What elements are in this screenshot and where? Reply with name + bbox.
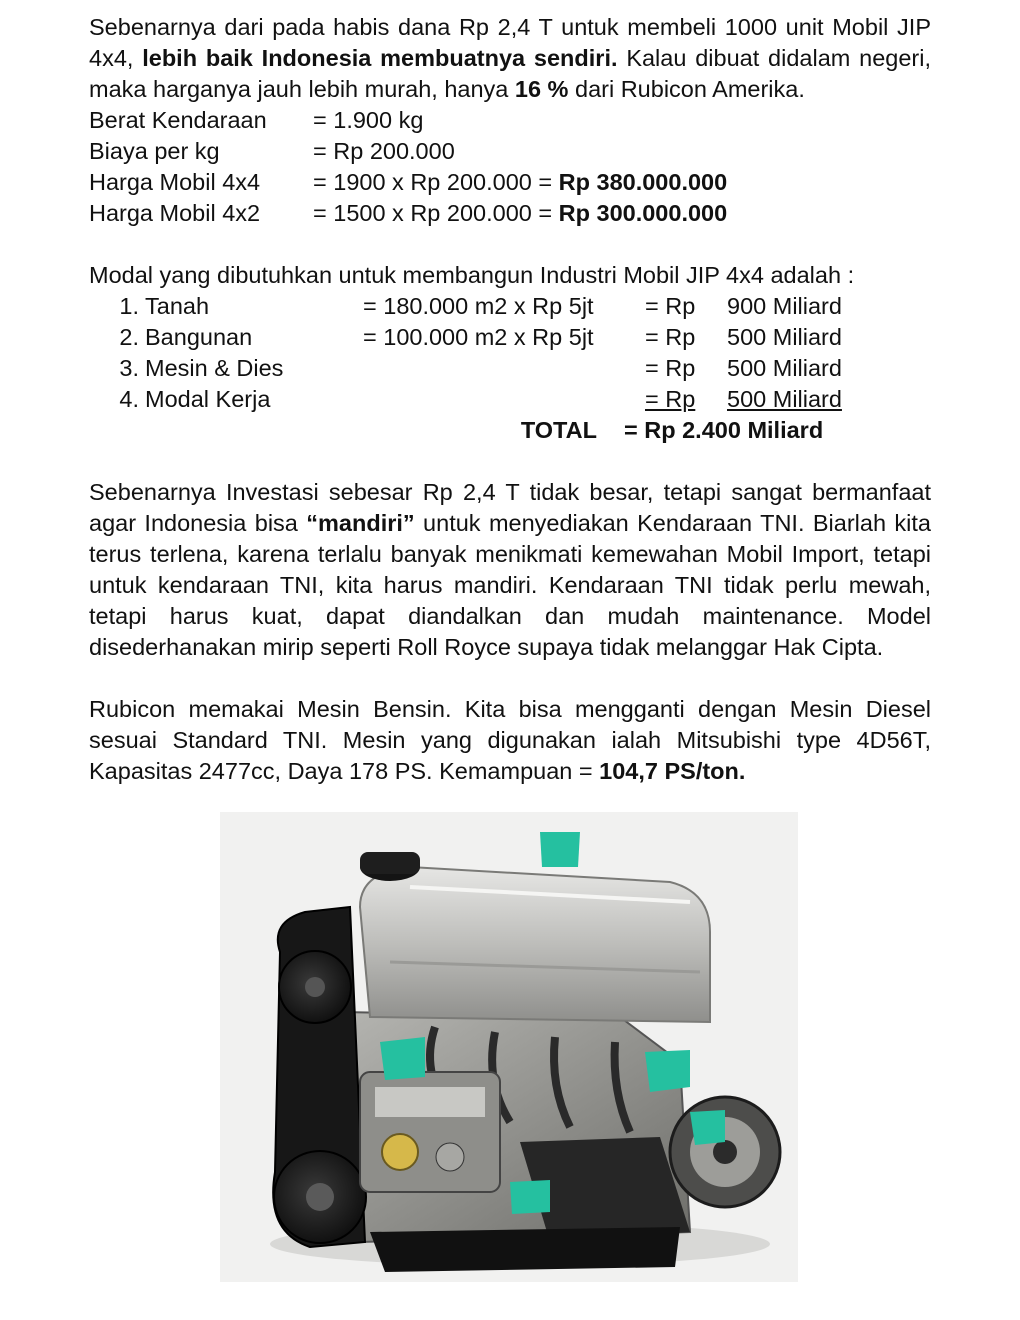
capital-row: 3. Mesin & Dies = Rp 500 Miliard (119, 355, 842, 381)
spec-label: Biaya per kg (89, 138, 220, 164)
diesel-engine-illustration (220, 812, 798, 1282)
spec-value: = Rp 200.000 (313, 138, 455, 164)
intro-bold-2: 16 % (514, 76, 569, 102)
spec-value: = 1900 x Rp 200.000 = Rp 380.000.000 (313, 169, 728, 195)
investment-paragraph: Sebenarnya Investasi sebesar Rp 2,4 T tidak besar, tetapi sangat bermanfaat agar Indonesia bisa “mandiri” untuk menyediakan Kendaraan TNI. Biarlah kita terus terlena, karena terlalu banyak menikmati kemewahan Mobil Import, tetapi untuk kendaraan TNI, kita harus mandiri. Kendaraan TNI tidak perlu mewah, tetapi harus kuat, dapat diandalkan dan mudah maintenance. Model disederhanakan mirip seperti Roll Royce supaya tidak melanggar Hak Cipta. (89, 479, 931, 660)
capital-title: Modal yang dibutuhkan untuk membangun Industri Mobil JIP 4x4 adalah : (89, 262, 855, 288)
spec-row (89, 105, 931, 136)
spec-label: Harga Mobil 4x2 (89, 200, 261, 226)
mandiri-bold: “mandiri” (306, 510, 415, 536)
power-ratio-bold: 104,7 PS/ton. (599, 758, 746, 784)
spec-row (89, 136, 931, 167)
capital-row: 1. Tanah = 180.000 m2 x Rp 5jt = Rp 900 Miliard (119, 293, 842, 319)
intro-bold-1: lebih baik Indonesia membuatnya sendiri. (142, 45, 618, 71)
spec-value: = 1.900 kg (313, 107, 424, 133)
spec-label: Berat Kendaraan (89, 107, 267, 133)
spec-value: = 1500 x Rp 200.000 = Rp 300.000.000 (313, 200, 728, 226)
document-page (89, 12, 931, 787)
total-value: = Rp 2.400 Miliard (624, 417, 824, 443)
spec-row (89, 198, 931, 229)
intro-paragraph (89, 12, 931, 105)
spec-row (89, 167, 931, 198)
intro-text-1: Sebenarnya dari pada habis dana Rp 2,4 T untuk membeli 1000 unit Mobil JIP 4x4, (89, 14, 931, 71)
engine-photo (220, 812, 798, 1282)
spec-label: Harga Mobil 4x4 (89, 169, 261, 195)
price-spec-list (89, 105, 931, 229)
intro-text-3: dari Rubicon Amerika. (568, 76, 805, 102)
capital-total-row (89, 415, 931, 446)
capital-table (89, 291, 931, 446)
capital-row: 2. Bangunan = 100.000 m2 x Rp 5jt = Rp 500 Miliard (119, 324, 842, 350)
intro-text-2: Kalau dibuat didalam negeri, maka harganya jauh lebih murah, hanya (89, 45, 931, 102)
total-label: TOTAL (520, 417, 597, 443)
capital-row: 4. Modal Kerja = Rp 500 Miliard (119, 386, 842, 412)
engine-paragraph: Rubicon memakai Mesin Bensin. Kita bisa mengganti dengan Mesin Diesel sesuai Standard TNI. Mesin yang digunakan ialah Mitsubishi type 4D56T, Kapasitas 2477cc, Daya 178 PS. Kemampuan = 104,7 PS/ton. (89, 696, 931, 784)
